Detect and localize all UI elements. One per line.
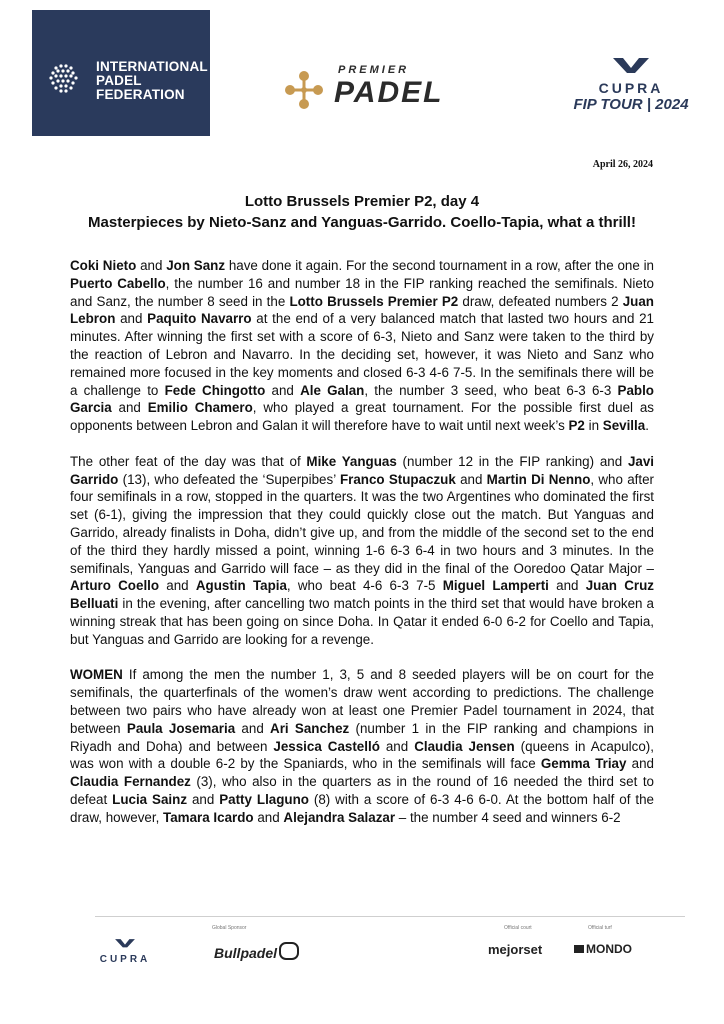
text-run: The other feat of the day was that of (70, 453, 307, 469)
text-run: and (159, 578, 196, 594)
text-run: (3), who also in the quarters as in the round of 16 needed the third set to defeat (70, 774, 654, 807)
official-court-label: Official court (504, 925, 532, 931)
text-run: (8) with a score of 6-3 4-6 6-0. At the bottom half of the draw, however, (70, 791, 654, 825)
bold-run: Claudia Fernandez (70, 774, 191, 790)
padel-word: PADEL (334, 76, 444, 109)
text-run: – the number 4 seed and winners 6-2 (395, 809, 621, 825)
paragraph (70, 666, 654, 826)
bold-run: Miguel Lamperti (442, 578, 549, 594)
text-run: and (548, 578, 586, 594)
text-run: , the number 16 and number 18 in the FIP ranking reached the semifinals. Nieto and Sanz, the number 8 seed in the (70, 275, 654, 309)
bold-run: Claudia Jensen (414, 738, 515, 754)
cupra-fip-tour-logo (566, 56, 696, 118)
bold-run: Juan Lebron (70, 293, 654, 327)
bold-run: Pablo Garcia (70, 382, 654, 416)
bold-run: Ale Galan (300, 382, 365, 398)
mondo-logo (574, 942, 632, 956)
headline-line-2: Masterpieces by Nieto-Sanz and Yanguas-Garrido. Coello-Tapia, what a thrill! (88, 214, 636, 231)
bold-run: Agustin Tapia (195, 578, 287, 594)
ipf-line: FEDERATION (96, 87, 185, 102)
bold-run: Emilio Chamero (147, 400, 253, 416)
bold-run: Fede Chingotto (164, 382, 266, 398)
bold-run: Paula Josemaria (126, 720, 236, 736)
bullpadel-badge-icon (279, 942, 299, 960)
release-date: April 26, 2024 (592, 159, 653, 170)
text-run: and (111, 400, 148, 416)
page-header (0, 0, 724, 145)
cupra-mark-icon (611, 56, 651, 74)
premier-padel-logo (284, 58, 474, 118)
bold-run: Lotto Brussels Premier P2 (289, 293, 459, 309)
text-run: (number 12 in the FIP ranking) and (396, 453, 628, 469)
bullpadel-logo (214, 942, 299, 961)
ipf-logo (32, 10, 210, 136)
bold-run: P2 (568, 418, 585, 434)
bold-run: Jessica Castelló (273, 738, 380, 754)
bold-run: Arturo Coello (70, 578, 160, 594)
text-run: (number 1 in the FIP ranking and champions in Riyadh and Doha) and between (70, 720, 654, 754)
text-run: (queens in Acapulco), was won with a double 6-2 by the Spaniards, who in the semifinals will face (70, 738, 654, 772)
cupra-sponsor-logo (90, 936, 160, 965)
bold-run: Javi Garrido (70, 453, 654, 487)
paragraph (70, 453, 654, 649)
headline-line-1: Lotto Brussels Premier P2, day 4 (244, 193, 480, 210)
ipf-line: INTERNATIONAL (96, 59, 208, 74)
text-run: If among the men the number 1, 3, 5 and 8 seeded players will be on court for the semifinals, the quarterfinals of the women’s draw went according to predictions. The challenge between two pairs who have already won at least one Premier Padel tournament in 2024, that between (70, 667, 654, 736)
text-run: and (379, 738, 415, 754)
text-run: , who after four semifinals in a row, stopped in the quarters. It was the two Argentines who dominated the first set (6-1), giving the impression that they could quickly close out the match. But Yanguas and Garrido, already finalists in Doha, didn’t give up, and from the middle of the second set to the end of the third they hardly missed a point, winning 1-6 6-3 6-4 in two hours and 3 minutes. In the semifinals, Yanguas and Garrido will face – as they did in the final of the Ooredoo Qatar Major – (70, 471, 654, 576)
global-sponsor-label: Global Sponsor (212, 925, 247, 931)
text-run: . (645, 418, 649, 434)
bold-run: Patty Llaguno (219, 791, 309, 807)
text-run: and (115, 311, 148, 327)
tour-divider: | (646, 96, 656, 113)
text-run: draw, defeated numbers 2 (458, 293, 623, 309)
bold-run: Juan Cruz Belluati (70, 578, 654, 612)
premier-word: PREMIER (338, 64, 410, 76)
bold-run: Alejandra Salazar (283, 809, 396, 825)
text-run: (13), who defeated the ‘Superpibes’ (118, 471, 340, 487)
tour-year: 2024 (655, 96, 689, 113)
bold-run: Puerto Cabello (70, 275, 166, 291)
premier-padel-flower-icon (284, 70, 324, 110)
cupra-mark-icon (114, 937, 136, 949)
bold-run: Lucia Sainz (112, 791, 188, 807)
text-run: in the evening, after cancelling two match points in the third set that would have broken a winning streak that has been going on since Doha. In Qatar it ended 6-0 6-2 for Coello and Tapia, but Yanguas and Garrido are looking for a revenge. (70, 596, 654, 647)
ipf-wordmark (96, 60, 208, 102)
text-run: have done it again. For the second tournament in a row, after the one in (225, 258, 654, 273)
paragraph (70, 257, 654, 435)
text-run: and (455, 471, 487, 487)
text-run: and (253, 809, 284, 825)
cupra-sponsor-word: CUPRA (99, 954, 151, 965)
bold-run: Gemma Triay (540, 756, 627, 772)
sponsor-footer (90, 922, 690, 1002)
bold-run: WOMEN (70, 667, 123, 683)
footer-divider (95, 916, 685, 917)
tour-name: FIP TOUR (573, 96, 643, 113)
bold-run: Ari Sanchez (270, 720, 350, 736)
text-run: and (235, 720, 271, 736)
padel-ball-icon (46, 60, 82, 96)
bold-run: Sevilla (602, 418, 646, 434)
text-run: , the number 3 seed, who beat 6-3 6-3 (364, 382, 618, 398)
cupra-wordmark: CUPRA (598, 80, 664, 96)
bold-run: Franco Stupaczuk (339, 471, 456, 487)
bold-run: Mike Yanguas (306, 453, 397, 469)
ipf-line: PADEL (96, 73, 142, 88)
text-run: in (584, 418, 603, 434)
text-run: at the end of a very balanced match that lasted two hours and 21 minutes. After winning the first set with a score of 6-3, Nieto and Sanz were taken to the third by the reaction of Lebron and Navarro. In the deciding set, however, it was Nieto and Sanz who remained more focused in the key moments and closed 6-3 4-6 7-5. In the semifinals there will be a challenge to (70, 311, 654, 398)
article-body (70, 257, 654, 844)
bullpadel-word: Bullpadel (214, 945, 278, 961)
mondo-badge-icon (574, 945, 584, 953)
official-turf-label: Official turf (588, 925, 612, 931)
bold-run: Tamara Icardo (163, 809, 254, 825)
mondo-word: MONDO (586, 942, 632, 956)
bold-run: Coki Nieto (70, 258, 137, 273)
text-run: and (136, 258, 167, 273)
bold-run: Paquito Navarro (147, 311, 252, 327)
bold-run: Martin Di Nenno (486, 471, 591, 487)
text-run: and (265, 382, 301, 398)
bold-run: Jon Sanz (166, 258, 226, 273)
fip-tour-label (566, 96, 696, 113)
text-run: and (187, 791, 220, 807)
text-run: , who played a great tournament. For the possible first duel as opponents between Lebron and Galan it will therefore have to wait until next week’s (70, 400, 654, 434)
mejorset-logo: mejorset (488, 942, 543, 957)
text-run: , who beat 4-6 6-3 7-5 (286, 578, 443, 594)
text-run: and (626, 756, 655, 772)
